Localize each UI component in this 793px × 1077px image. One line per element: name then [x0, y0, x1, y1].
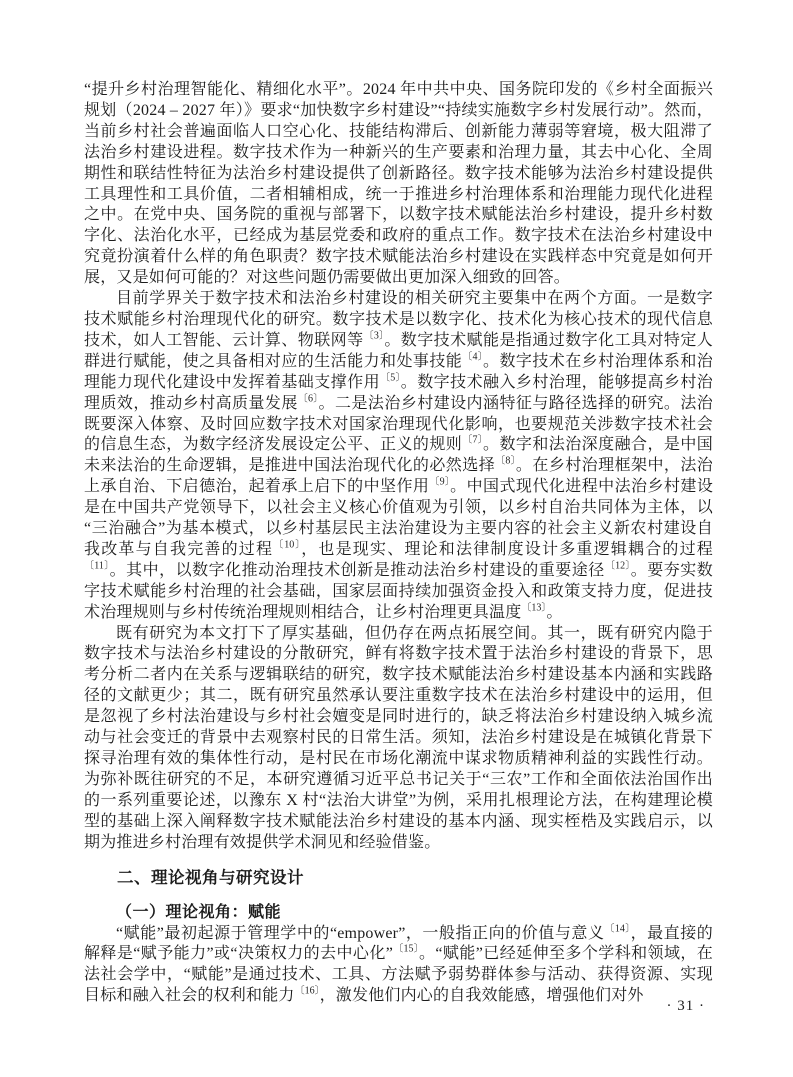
- subsection-heading-theoretical-perspective: （一）理论视角：赋能: [116, 903, 282, 921]
- article-text-column: [84, 80, 713, 1007]
- paragraph-research-gap: 既有研究为本文打下了厚实基础，但仍存在两点拓展空间。其一，既有研究内隐于数字技术与法治乡村建设的分散研究，鲜有将数字技术置于法治乡村建设的背景下，思考分析二者内在关系与逻辑联结的研究，数字技术赋能法治乡村建设基本内涵和实践路径的文献更少；其二，既有研究虽然承认要注重数字技术在法治乡村建设中的运用，但是忽视了乡村法治建设与乡村社会嬗变是同时进行的，缺乏将法治乡村建设纳入城乡流动与社会变迁的背景中去观察村民的日常生活。须知，法治乡村建设是在城镇化背景下探寻治理有效的集体性行动，是村民在市场化潮流中谋求物质精神利益的实践性行动。为弥补既往研究的不足，本研究遵循习近平总书记关于“三农”工作和全面依法治国作出的一系列重要论述，以豫东 X 村“法治大讲堂”为例，采用扎根理论方法，在构建理论模型的基础上深入阐释数字技术赋能法治乡村建设的基本内涵、现实桎梏及实践启示，以期为推进乡村治理有效提供学术洞见和经验借鉴。: [84, 624, 713, 851]
- paragraph-empowerment-definition: “赋能”最初起源于管理学中的“empower”，一般指正向的价值与意义$^{〔14〕}$，最直接的解释是“赋予能力”或“决策权力的去中心化”$^{〔15〕}$。“赋能”已经延伸至多个学科和领域，在法社会学中，“赋能”是通过技术、工具、方法赋予弱势群体参与活动、获得资源、实现目标和融入社会的权利和能力$^{〔16〕}$，激发他们内心的自我效能感，增强他们对外: [84, 923, 714, 1005]
- page-number: · 31 ·: [666, 998, 705, 1014]
- paragraph-introduction-continued: “提升乡村治理智能化、精细化水平”。2024 年中共中央、国务院印发的《乡村全面振兴规划（2024 – 2027 年）》要求“加快数字乡村建设”“持续实施数字乡村发展行动”。然而，当前乡村社会普遍面临人口空心化、技能结构滞后、创新能力薄弱等窘境，极大阻滞了法治乡村建设进程。数字技术作为一种新兴的生产要素和治理力量，其去中心化、全周期性和联结性特征为法治乡村建设提供了创新路径。数字技术能够为法治乡村建设提供工具理性和工具价值，二者相辅相成，统一于推进乡村治理体系和治理能力现代化进程之中。在党中央、国务院的重视与部署下，以数字技术赋能法治乡村建设，提升乡村数字化、法治化水平，已经成为基层党委和政府的重点工作。数字技术在法治乡村建设中究竟扮演着什么样的角色职责？数字技术赋能法治乡村建设在实践样态中究竟是如何开展，又是如何可能的？对这些问题仍需要做出更加深入细致的回答。: [84, 81, 713, 287]
- section-heading-theory-and-design: 二、理论视角与研究设计: [117, 868, 304, 887]
- paragraph-literature-review: 目前学界关于数字技术和法治乡村建设的相关研究主要集中在两个方面。一是数字技术赋能乡村治理现代化的研究。数字技术是以数字化、技术化为核心技术的现代信息技术，如人工智能、云计算、物联网等$^{〔3〕}$。数字技术赋能是指通过数字化工具对特定人群进行赋能，使之具备相对应的生活能力和处事技能$^{〔4〕}$。数字技术在乡村治理体系和治理能力现代化建设中发挥着基础支撑作用$^{〔5〕}$。数字技术融入乡村治理，能够提高乡村治理质效，推动乡村高质量发展$^{〔6〕}$。二是法治乡村建设内涵特征与路径选择的研究。法治既要深入体察、及时回应数字技术对国家治理现代化影响，也要规范关涉数字技术社会的信息生态，为数字经济发展设定公平、正义的规则$^{〔7〕}$。数字和法治深度融合，是中国未来法治的生命逻辑，是推进中国法治现代化的必然选择$^{〔8〕}$。在乡村治理框架中，法治上承自治、下启德治，起着承上启下的中坚作用$^{〔9〕}$。中国式现代化进程中法治乡村建设是在中国共产党领导下，以社会主义核心价值观为引领，以乡村自治共同体为主体，以“三治融合”为基本模式，以乡村基层民主法治建设为主要内容的社会主义新农村建设自我改革与自我完善的过程$^{〔10〕}$，也是现实、理论和法律制度设计多重逻辑耦合的过程$^{〔11〕}$。其中，以数字化推动治理技术创新是推动法治乡村建设的重要途径$^{〔12〕}$。要夯实数字技术赋能乡村治理的社会基础，国家层面持续加强资金投入和政策支持力度，促进技术治理规则与乡村传统治理规则相结合，让乡村治理更具温度$^{〔13〕}$。: [84, 290, 714, 621]
